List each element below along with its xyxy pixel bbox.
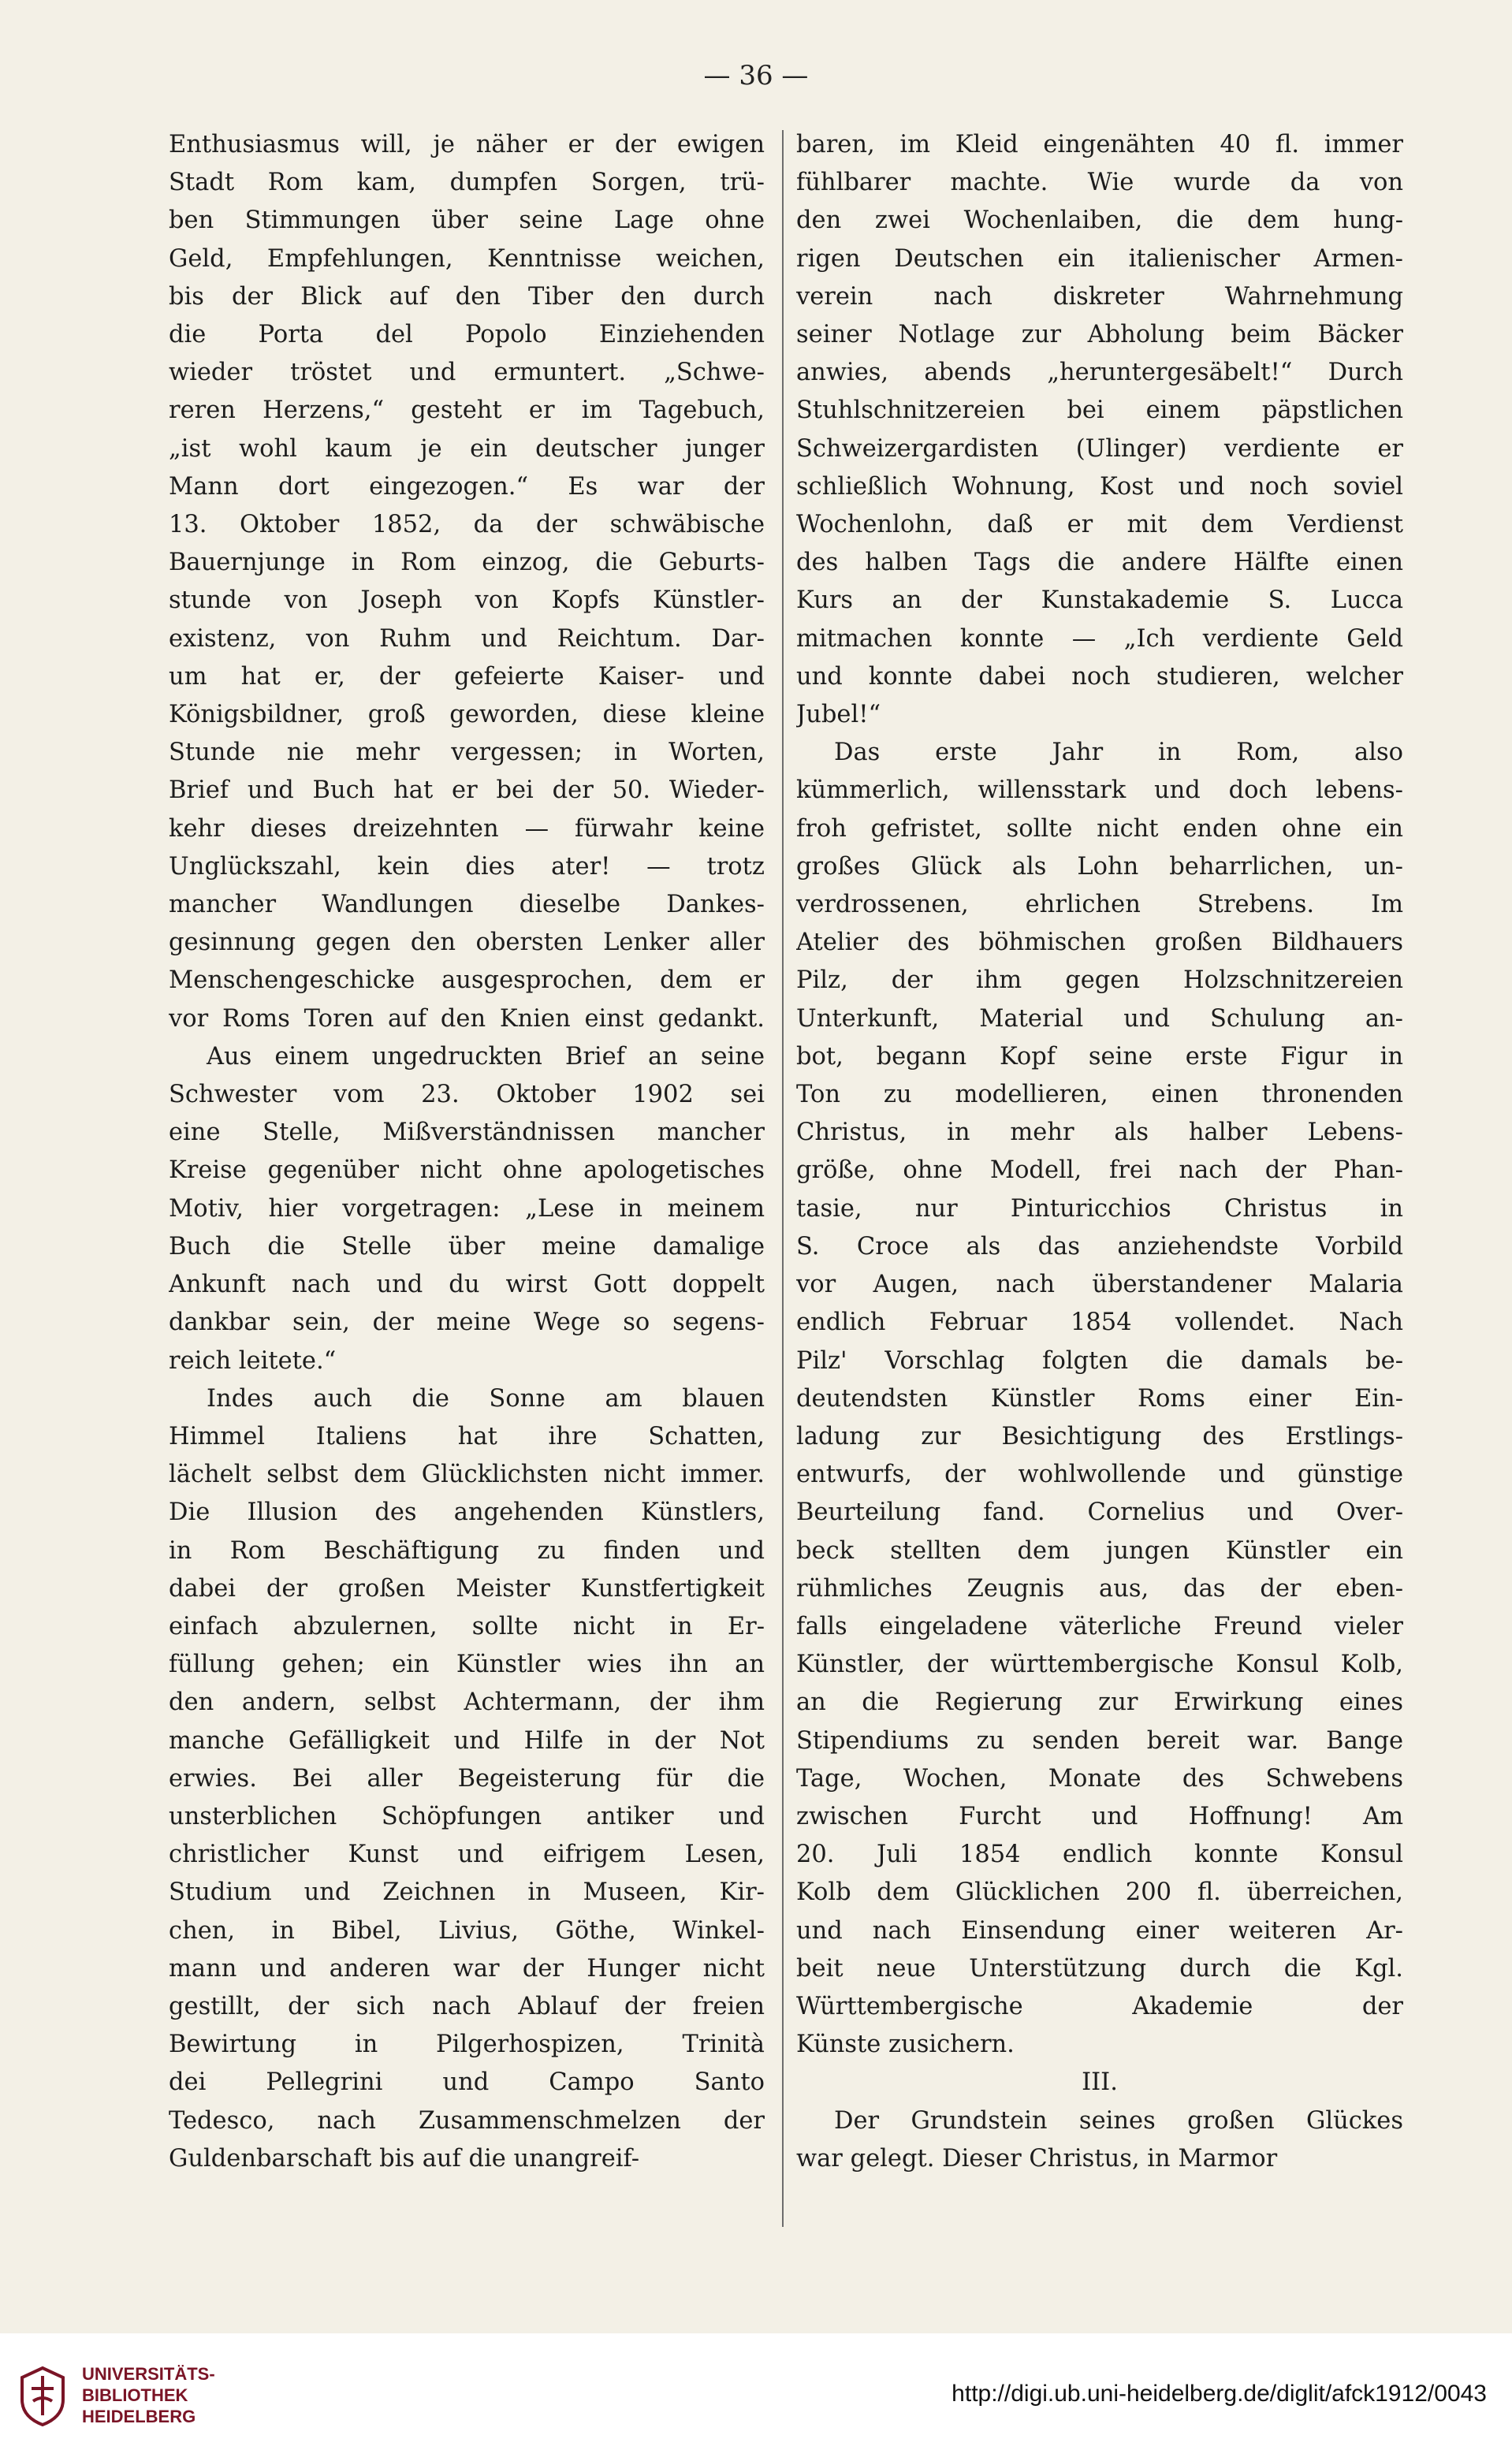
text-line: Jubel!“ — [796, 701, 881, 729]
text-line: Stadt Rom kam, dumpfen Sorgen, trü- — [169, 169, 765, 197]
text-line: mann und anderen war der Hunger nicht — [169, 1954, 765, 1983]
text-line: anwies, abends „heruntergesäbelt!“ Durch — [796, 359, 1403, 387]
text-line: „ist wohl kaum je ein deutscher junger — [169, 434, 765, 463]
text-line: lächelt selbst dem Glücklichsten nicht immer. — [169, 1461, 765, 1489]
text-line: Buch die Stelle über meine damalige — [169, 1232, 765, 1260]
text-line: Menschengeschicke ausgesprochen, dem er — [169, 966, 765, 995]
text-line: Mann dort eingezogen.“ Es war der — [169, 472, 765, 501]
text-line: Bauernjunge in Rom einzog, die Geburts- — [169, 549, 765, 577]
text-line: Kreise gegenüber nicht ohne apologetisches — [169, 1156, 765, 1185]
text-line: Die Illusion des angehenden Künstlers, — [169, 1499, 765, 1527]
text-line: ladung zur Besichtigung des Erstlings- — [796, 1422, 1403, 1450]
text-line: Motiv, hier vorgetragen: „Lese in meinem — [169, 1194, 765, 1223]
text-line: Enthusiasmus will, je näher er der ewigen — [169, 131, 765, 158]
text-line: beit neue Unterstützung durch die Kgl. — [796, 1954, 1403, 1983]
text-line: unsterblichen Schöpfungen antiker und — [169, 1802, 765, 1830]
text-line: Tage, Wochen, Monate des Schwebens — [796, 1764, 1403, 1793]
text-line: dei Pellegrini und Campo Santo — [169, 2068, 765, 2097]
text-line: Der Grundstein seines großen Glückes — [834, 2106, 1403, 2135]
text-line: chen, in Bibel, Livius, Göthe, Winkel- — [169, 1916, 765, 1945]
institution-line: HEIDELBERG — [82, 2407, 196, 2426]
text-line: einfach abzulernen, sollte nicht in Er- — [169, 1612, 765, 1640]
page-number: — 36 — — [703, 60, 809, 91]
text-line: zwischen Furcht und Hoffnung! Am — [796, 1802, 1403, 1830]
text-line: Brief und Buch hat er bei der 50. Wieder- — [169, 776, 765, 805]
text-line: die Porta del Popolo Einziehenden — [169, 321, 765, 349]
text-line: baren, im Kleid eingenähten 40 fl. immer — [796, 131, 1403, 158]
text-line: ben Stimmungen über seine Lage ohne — [169, 207, 765, 235]
text-line: Kurs an der Kunstakademie S. Lucca — [796, 586, 1403, 615]
text-line: falls eingeladene väterliche Freund vieler — [796, 1612, 1403, 1640]
text-line: Beurteilung fand. Cornelius und Over- — [796, 1499, 1403, 1527]
text-line: war gelegt. Dieser Christus, in Marmor — [796, 2144, 1278, 2173]
text-line: beck stellten dem jungen Künstler ein — [796, 1536, 1403, 1565]
text-line: füllung gehen; ein Künstler wies ihn an — [169, 1651, 765, 1679]
text-line: kümmerlich, willensstark und doch lebens- — [796, 776, 1403, 805]
text-line: existenz, von Ruhm und Reichtum. Dar- — [169, 624, 765, 653]
footer — [0, 2333, 1512, 2450]
text-line: um hat er, der gefeierte Kaiser- und — [169, 662, 765, 691]
text-line: vor Augen, nach überstandener Malaria — [796, 1271, 1403, 1299]
text-line: Atelier des böhmischen großen Bildhauers — [796, 929, 1403, 957]
text-line: 20. Juli 1854 endlich konnte Konsul — [796, 1841, 1403, 1869]
text-line: verdrossenen, ehrlichen Strebens. Im — [796, 891, 1403, 919]
text-line: Himmel Italiens hat ihre Schatten, — [169, 1422, 765, 1450]
text-line: reren Herzens,“ gesteht er im Tagebuch, — [169, 397, 765, 425]
text-line: Unterkunft, Material und Schulung an- — [796, 1004, 1403, 1033]
text-line: Pilz' Vorschlag folgten die damals be- — [796, 1346, 1403, 1375]
text-line: dabei der großen Meister Kunstfertigkeit — [169, 1574, 765, 1603]
institution-line: UNIVERSITÄTS- — [82, 2364, 215, 2384]
text-line: rühmliches Zeugnis aus, das der eben- — [796, 1574, 1403, 1603]
text-line: Königsbildner, groß geworden, diese kleine — [169, 701, 765, 729]
text-line: größe, ohne Modell, frei nach der Phan- — [796, 1156, 1403, 1185]
text-line: manche Gefälligkeit und Hilfe in der Not — [169, 1726, 765, 1755]
text-line: reich leitete.“ — [169, 1346, 337, 1375]
heidelberg-seal-icon — [17, 2365, 68, 2426]
text-line: den andern, selbst Achtermann, der ihm — [169, 1689, 765, 1717]
text-line: mitmachen konnte — „Ich verdiente Geld — [796, 624, 1403, 653]
text-line: 13. Oktober 1852, da der schwäbische — [169, 511, 765, 539]
text-line: und konnte dabei noch studieren, welcher — [796, 662, 1403, 691]
text-line: Württembergische Akademie der — [796, 1992, 1403, 2020]
text-line: Wochenlohn, daß er mit dem Verdienst — [796, 511, 1403, 539]
text-line: an die Regierung zur Erwirkung eines — [796, 1689, 1403, 1717]
text-line: deutendsten Künstler Roms einer Ein- — [796, 1384, 1403, 1413]
text-line: und nach Einsendung einer weiteren Ar- — [796, 1916, 1403, 1945]
text-line: III. — [1082, 2068, 1118, 2097]
text-line: wieder tröstet und ermuntert. „Schwe- — [169, 359, 765, 387]
text-line: froh gefristet, sollte nicht enden ohne ein — [796, 814, 1403, 843]
text-line: Ton zu modellieren, einen thronenden — [796, 1081, 1403, 1109]
text-column-left — [169, 126, 765, 2178]
text-line: schließlich Wohnung, Kost und noch soviel — [796, 472, 1403, 501]
text-line: rigen Deutschen ein italienischer Armen- — [796, 244, 1403, 273]
source-url-link[interactable]: http://digi.ub.uni-heidelberg.de/diglit/afck1912/0043 — [952, 2381, 1487, 2407]
text-line: Tedesco, nach Zusammenschmelzen der — [169, 2106, 765, 2135]
text-line: erwies. Bei aller Begeisterung für die — [169, 1764, 765, 1793]
text-line: Schwester vom 23. Oktober 1902 sei — [169, 1081, 765, 1109]
text-line: stunde von Joseph von Kopfs Künstler- — [169, 586, 765, 615]
text-line: bot, begann Kopf seine erste Figur in — [796, 1042, 1403, 1070]
text-line: in Rom Beschäftigung zu finden und — [169, 1536, 765, 1565]
text-line: Studium und Zeichnen in Museen, Kir- — [169, 1878, 765, 1907]
text-line: gesinnung gegen den obersten Lenker aller — [169, 929, 765, 957]
text-line: Geld, Empfehlungen, Kenntnisse weichen, — [169, 244, 765, 273]
text-line: großes Glück als Lohn beharrlichen, un- — [796, 852, 1403, 881]
text-line: Künstler, der württembergische Konsul Kolb, — [796, 1651, 1403, 1679]
text-line: dankbar sein, der meine Wege so segens- — [169, 1309, 765, 1337]
institution-name — [82, 2363, 215, 2427]
text-line: Indes auch die Sonne am blauen — [207, 1384, 765, 1413]
text-line: Unglückszahl, kein dies ater! — trotz — [169, 852, 765, 881]
text-line: Stipendiums zu senden bereit war. Bange — [796, 1726, 1403, 1755]
text-line: den zwei Wochenlaiben, die dem hung- — [796, 207, 1403, 235]
text-line: tasie, nur Pinturicchios Christus in — [796, 1194, 1403, 1223]
text-line: Christus, in mehr als halber Lebens- — [796, 1119, 1403, 1147]
text-line: verein nach diskreter Wahrnehmung — [796, 282, 1403, 311]
text-line: Ankunft nach und du wirst Gott doppelt — [169, 1271, 765, 1299]
text-line: Stuhlschnitzereien bei einem päpstlichen — [796, 397, 1403, 425]
text-line: vor Roms Toren auf den Knien einst gedankt. — [169, 1004, 765, 1033]
text-line: fühlbarer machte. Wie wurde da von — [796, 169, 1403, 197]
text-line: des halben Tags die andere Hälfte einen — [796, 549, 1403, 577]
text-line: christlicher Kunst und eifrigem Lesen, — [169, 1841, 765, 1869]
text-line: eine Stelle, Mißverständnissen mancher — [169, 1119, 765, 1147]
text-line: seiner Notlage zur Abholung beim Bäcker — [796, 321, 1403, 349]
text-line: Guldenbarschaft bis auf die unangreif- — [169, 2144, 640, 2173]
text-line: Schweizergardisten (Ulinger) verdiente er — [796, 434, 1403, 463]
text-line: kehr dieses dreizehnten — fürwahr keine — [169, 814, 765, 843]
text-line: bis der Blick auf den Tiber den durch — [169, 282, 765, 311]
text-line: Aus einem ungedruckten Brief an seine — [207, 1042, 765, 1070]
text-line: Künste zusichern. — [796, 2031, 1015, 2059]
text-line: Pilz, der ihm gegen Holzschnitzereien — [796, 966, 1403, 995]
text-line: endlich Februar 1854 vollendet. Nach — [796, 1309, 1403, 1337]
text-line: S. Croce als das anziehendste Vorbild — [796, 1232, 1403, 1260]
text-line: Kolb dem Glücklichen 200 fl. überreichen, — [796, 1878, 1403, 1907]
column-divider — [782, 130, 784, 2227]
text-line: gestillt, der sich nach Ablauf der freien — [169, 1992, 765, 2020]
text-line: entwurfs, der wohlwollende und günstige — [796, 1461, 1403, 1489]
text-line: Das erste Jahr in Rom, also — [834, 739, 1403, 767]
text-line: Stunde nie mehr vergessen; in Worten, — [169, 739, 765, 767]
text-line: Bewirtung in Pilgerhospizen, Trinità — [169, 2031, 765, 2059]
text-line: mancher Wandlungen dieselbe Dankes- — [169, 891, 765, 919]
institution-line: BIBLIOTHEK — [82, 2385, 188, 2405]
text-column-right — [796, 126, 1403, 2178]
